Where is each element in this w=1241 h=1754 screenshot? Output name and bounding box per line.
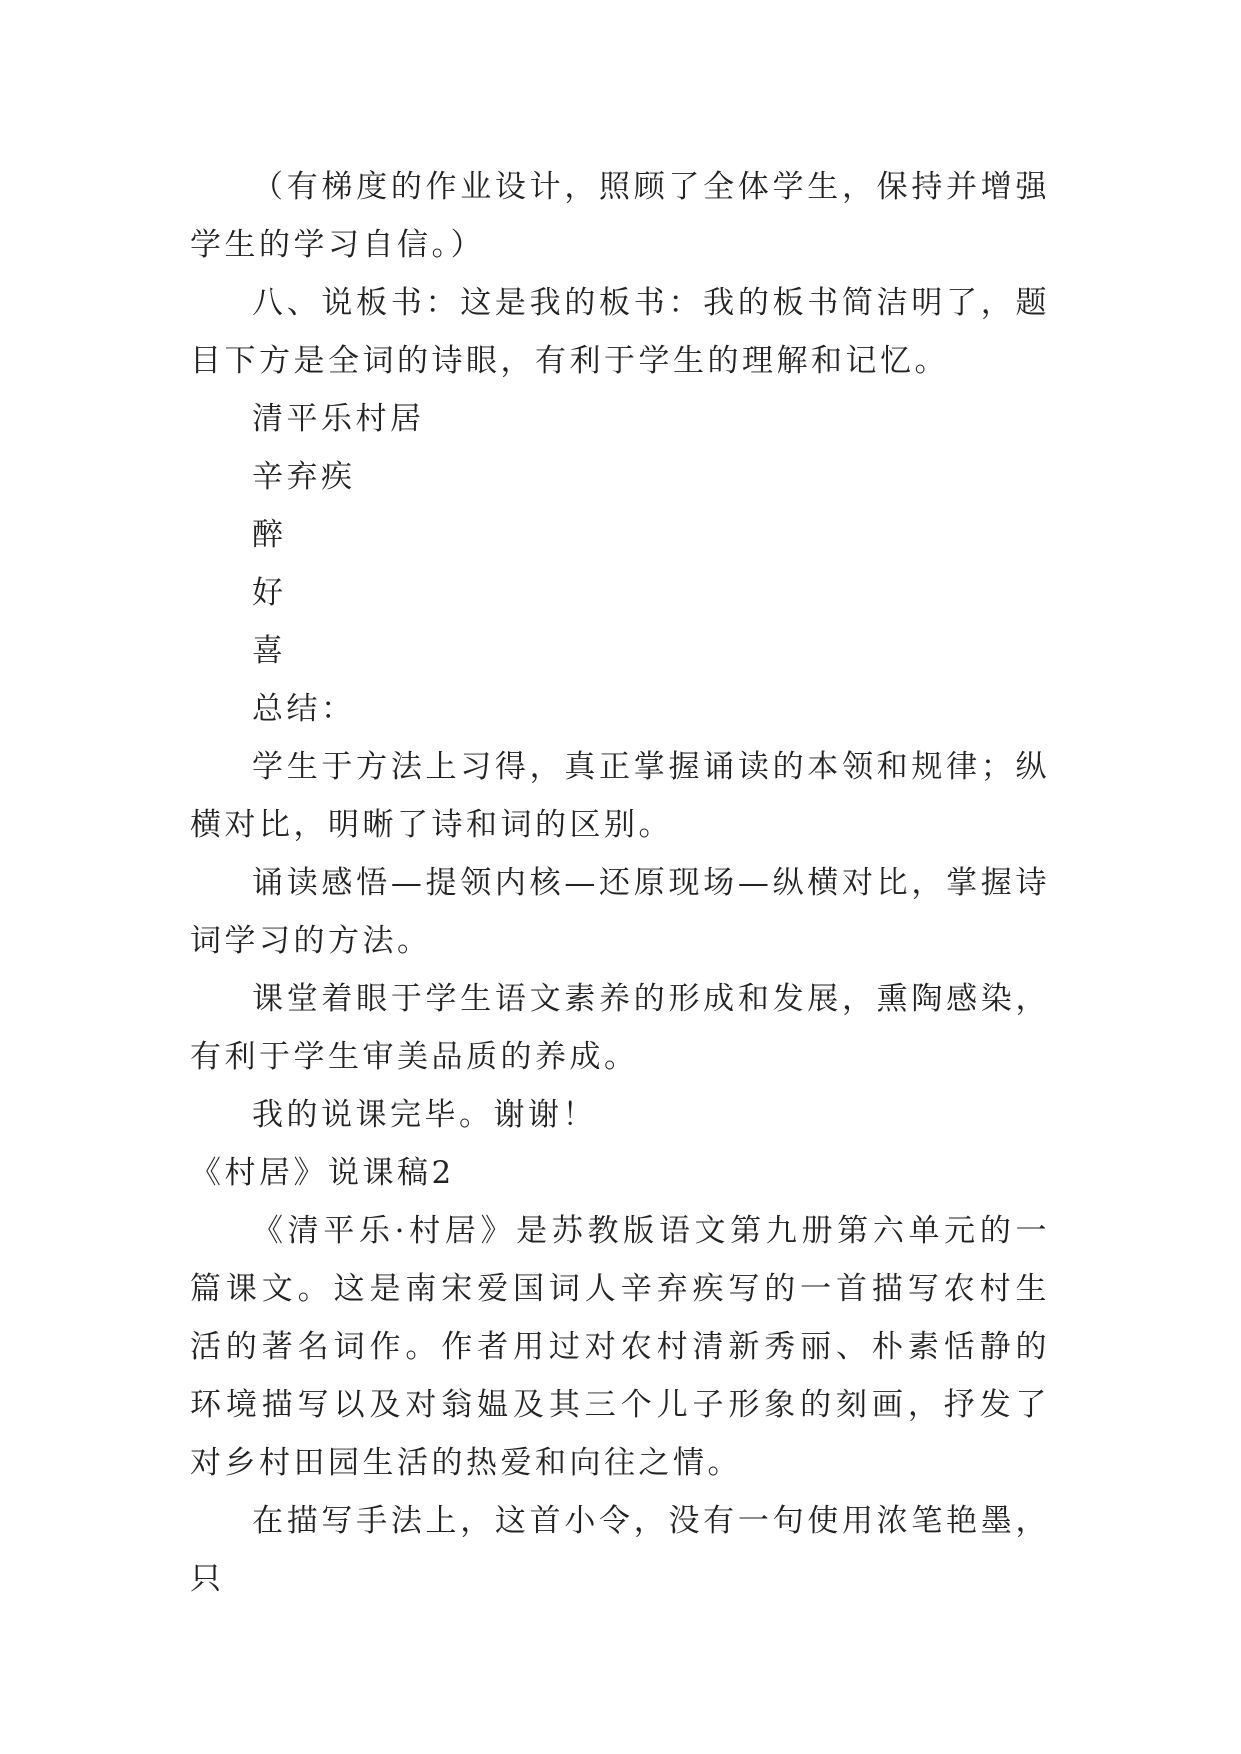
blackboard-keyword-1: 醉 — [252, 517, 287, 553]
paragraph-blackboard-design: 八、说板书：这是我的板书：我的板书简洁明了，题目下方是全词的诗眼，有利于学生的理解和记忆。 — [190, 285, 1050, 379]
document-body — [190, 158, 1050, 1608]
section-title: 《村居》说课稿2 — [190, 1155, 455, 1191]
closing-paragraph: 我的说课完毕。谢谢！ — [252, 1097, 597, 1133]
summary-paragraph-2: 诵读感悟—提领内核—还原现场—纵横对比，掌握诗词学习的方法。 — [190, 865, 1050, 959]
blackboard-author: 辛弃疾 — [252, 459, 356, 495]
summary-label: 总结： — [252, 691, 356, 727]
blackboard-keyword-2: 好 — [252, 575, 287, 611]
section-paragraph-technique: 在描写手法上，这首小令，没有一句使用浓笔艳墨，只 — [190, 1503, 1050, 1597]
summary-paragraph-1: 学生于方法上习得，真正掌握诵读的本领和规律；纵横对比，明晰了诗和词的区别。 — [190, 749, 1050, 843]
summary-paragraph-3: 课堂着眼于学生语文素养的形成和发展，熏陶感染，有利于学生审美品质的养成。 — [190, 981, 1050, 1075]
section-paragraph-intro: 《清平乐·村居》是苏教版语文第九册第六单元的一篇课文。这是南宋爱国词人辛弃疾写的一首描写农村生活的著名词作。作者用过对农村清新秀丽、朴素恬静的环境描写以及对翁媪及其三个儿子形象的刻画，抒发了对乡村田园生活的热爱和向往之情。 — [190, 1213, 1050, 1481]
blackboard-title: 清平乐村居 — [252, 401, 425, 437]
paragraph-homework-note: （有梯度的作业设计，照顾了全体学生，保持并增强学生的学习自信。） — [190, 169, 1050, 263]
blackboard-keyword-3: 喜 — [252, 633, 287, 669]
